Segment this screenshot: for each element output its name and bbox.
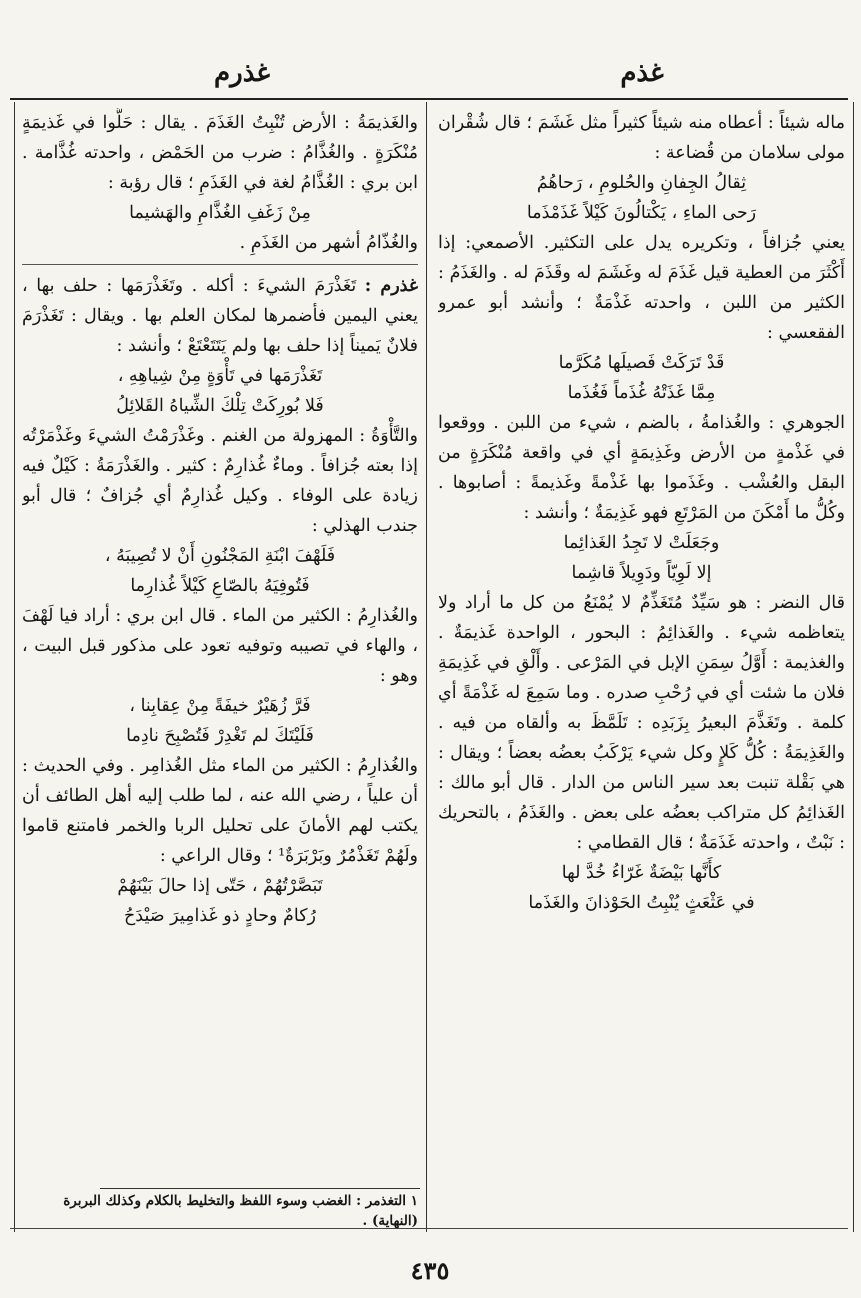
footer-rule bbox=[10, 1228, 848, 1229]
entry-paragraph: والغُذّامُ أشهر من الغَذَمِ . bbox=[239, 233, 418, 253]
entry-separator bbox=[22, 264, 418, 265]
verse-line: فَلَيْتَكَ لم تَغْدِرْ فَتُصْبِحَ نادِما bbox=[126, 726, 314, 746]
entry-paragraph: والغُذارِمُ : الكثير من الماء . قال ابن بري : أراد فيا لَهْفَ ، والهاء في تصيبه وتوفيه تعود على مذكور قبل البيت ، وهو : bbox=[22, 606, 418, 686]
verse-line: وجَعَلَتْ لا تَجِدُ الغَذائِما bbox=[563, 533, 720, 553]
verse-line: قَدْ تَرَكَتْ فَصيلَها مُكَرَّما bbox=[558, 353, 725, 373]
entry-paragraph: والتَّأْوَةُ : المهزولة من الغنم . وغَذْرَمْتُ الشيءَ وغَذْمَرْتُه إذا بعته جُزافاً . وماءٌ غُذارِمٌ : كثير . والغَذْرَمَةُ : كَيْلٌ فيه زيادة على الوفاء . وكيل غُذارِمٌ أي جُزافٌ ؛ قال أبو جندب الهذلي : bbox=[22, 426, 418, 536]
entry-paragraph: والغُذارِمُ : الكثير من الماء مثل الغُذامِر . وفي الحديث : أن علياً ، رضي الله عنه ، لما طلب إليه أهل الطائف أن يكتب لهم الأمانَ على تحليل الربا والخمر فامتنع قاموا ولَهُمْ تَغَذْمُرٌ وبَرْبَرَةٌ¹ ؛ وقال الراعي : bbox=[22, 756, 418, 866]
footnote: ١ التغذمر : الغضب وسوء اللفظ والتخليط بالكلام وكذلك البربرة (النهاية) . bbox=[63, 1193, 418, 1229]
verse-line: رَحى الماءِ ، يَكْتالُونَ كَيْلاً غَذَمْذَما bbox=[526, 203, 757, 223]
right-column bbox=[438, 108, 845, 1216]
verse-line: فَلا بُورِكَتْ تِلْكَ الشِّياهُ القَلائِلُ bbox=[116, 396, 324, 416]
right-border-rule bbox=[853, 102, 854, 1232]
verse-line: تَغَذْرَمَها في تَأْوَةٍ مِنْ شِياهِهِ ، bbox=[117, 366, 323, 386]
verse-line: ثِقالُ الجِفانِ والحُلومِ ، رَحاهُمُ bbox=[536, 173, 747, 193]
column-divider bbox=[426, 102, 427, 1232]
verse-line: فَرَّ زُهَيْرٌ خيفَةً مِنْ عِقابِنا ، bbox=[129, 696, 311, 716]
verse-line: تَبَصَّرْتُهُمْ ، حَتّى إذا حالَ بَيْنَهُمْ bbox=[117, 876, 323, 896]
page-number: ٤٣٥ bbox=[410, 1256, 450, 1285]
entry-headword: غذرم : bbox=[364, 276, 418, 296]
left-border-rule bbox=[14, 102, 15, 1232]
header-rule bbox=[10, 98, 848, 100]
verse-line: كأَنَّها بَيْضَةٌ غَرّاءُ خُدَّ لها bbox=[561, 863, 722, 883]
entry-paragraph bbox=[22, 271, 418, 361]
entry-paragraph: قال النضر : هو سَيِّدٌ مُتَغَذِّمٌ لا يُمْنَعُ من كل ما أراد ولا يتعاظمه شيء . والغَذائِمُ : البحور ، الواحدة غَذيمَةٌ . والغذيمة : أَوَّلُ سِمَنِ الإبل في المَرْعى . وأَلْقِ في غَذِيمَةِ فلان ما شئت أي في رُحْبِ صدره . وما سَمِعَ له غَذْمَةً أي كلمة . وتَغَذَّمَ البعيرُ بِزَبَدِه : تَلَمَّظَ به وألقاه من فيه . والغَذِيمَةُ : كُلُّ كَلإٍ وكل شيء يَرْكَبُ بعضُه بعضاً ؛ ويقال : هي بَقْلة تنبت بعد سير الناس من الدار . قال أبو مالك : الغَذائِمُ كل متراكب بعضُه على بعض . والغَذَمُ ، بالتحريك : نَبْتٌ ، واحدته غَذَمَةٌ ؛ قال القطامي : bbox=[438, 593, 845, 853]
running-header-right: غذم bbox=[620, 58, 664, 88]
verse-line: مِنْ زَغَفِ الغُذَّامِ والهَشيما bbox=[129, 203, 311, 223]
verse-line: إلا لَوِيّاً ودَوِيلاً قاشِما bbox=[571, 563, 712, 583]
verse-line: في عَثْعَثٍ يُنْبِتُ الحَوْذانَ والغَذَما bbox=[528, 893, 755, 913]
verse-line: رُكامٌ وحادٍ ذو غَذامِيرَ صَيْدَحُ bbox=[124, 906, 316, 926]
entry-paragraph: والغَذيمَةُ : الأرض تُنْبِتُ الغَذَمَ . يقال : حَلُّوا في غَذيمَةٍ مُنْكَرَةٍ . والغُذَّامُ : ضرب من الحَمْض ، واحدته غُذَّامة . ابن بري : الغُذَّامُ لغة في الغَذَمِ ؛ قال رؤبة : bbox=[22, 113, 418, 193]
entry-text: تَغَذْرَمَ الشيءَ : أكله . وتَغَذْرَمَها : حلف بها ، يعني اليمين فأضمرها لمكان العلم بها . ويقال : تَغَذْرَمَ فلانٌ يَميناً إذا حلف بها ولم يَتَتَعْتَعْ ؛ وأنشد : bbox=[22, 276, 418, 356]
entry-paragraph: يعني جُزافاً ، وتكريره يدل على التكثير. الأصمعي: إذا أَكْثَرَ من العطية قيل غَذَمَ له وغَشَمَ له وقَذَمَ له . والغَذَمُ : الكثير من اللبن ، واحدته غَذْمَةٌ ؛ وأنشد أبو عمرو الفقعسي : bbox=[438, 233, 845, 343]
entry-paragraph: ماله شيئاً : أعطاه منه شيئاً كثيراً مثل غَشَمَ ؛ قال شُقْران مولى سلامان من قُضاعة : bbox=[438, 113, 845, 163]
verse-line: مِمَّا غَذَتْهُ غُذَماً فَغُذَما bbox=[567, 383, 716, 403]
verse-line: فَلَهْفَ ابْنَةِ المَجْنُونِ أَنْ لا تُصِيبَهُ ، bbox=[104, 546, 336, 566]
verse-line: فَتُوفِيَهُ بالصّاعِ كَيْلاً غُذارِما bbox=[130, 576, 310, 596]
left-column bbox=[22, 108, 418, 1208]
entry-paragraph: الجوهري : والغُذامةُ ، بالضم ، شيء من اللبن . ووقعوا في غَذْمةٍ من الأرض وغَذِيمَةٍ أي في واقعة مُنْكَرَةٍ من البقل والعُشْب . وغَذَموا بها غَذْمةً وغَذيمةً : أصابوها . وكُلُّ ما أَمْكَنَ من المَرْتَعِ فهو غَذِيمَةٌ ؛ وأنشد : bbox=[438, 413, 845, 523]
footnote-rule bbox=[100, 1188, 420, 1189]
running-header-left: غذرم bbox=[214, 58, 270, 88]
